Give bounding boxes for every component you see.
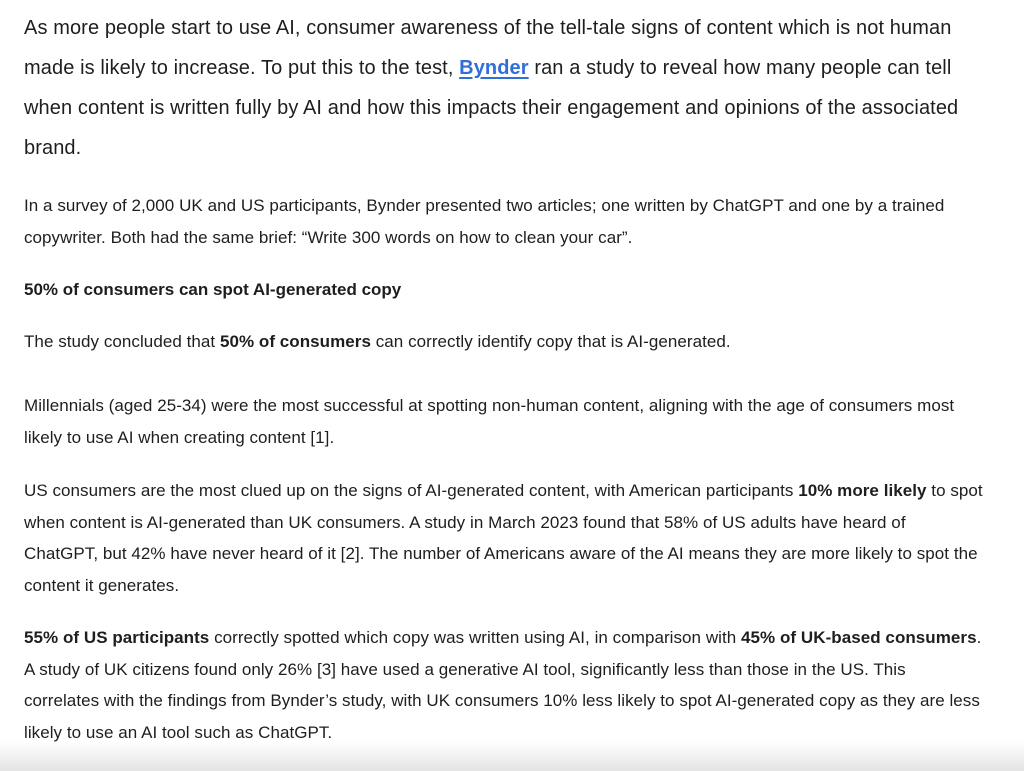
us-paragraph	[24, 475, 984, 601]
millennials-paragraph: Millennials (aged 25-34) were the most successful at spotting non-human content, aligning with the age of consumers most likely to use AI when creating content [1].	[24, 396, 955, 447]
study-text-end: can correctly identify copy that is AI-generated.	[370, 332, 731, 351]
uk-paragraph	[24, 622, 984, 748]
lead-text-end: ran a study to reveal how many people can tell when content is written fully by AI and how this impacts their engagement and opinions of the associated brand.	[24, 57, 959, 159]
study-highlight: 50% of consumers	[219, 332, 371, 351]
us-text-end: to spot when content is AI-generated than UK consumers. A study in March 2023 found that 58% of US adults have heard of ChatGPT, but 42% have never heard of it [2]. The number of Americans aware of the AI means they are more likely to spot the content it generates.	[24, 481, 983, 595]
bynder-link[interactable]: Bynder	[459, 57, 529, 79]
uk-text-middle: correctly spotted which copy was written using AI, in comparison with	[209, 628, 742, 647]
uk-text-end: . A study of UK citizens found only 26% [3] have used a generative AI tool, significantly less than those in the US. This correlates with the findings from Bynder’s study, with UK consumers 10% less likely to spot AI-generated copy as they are less likely to use an AI tool such as ChatGPT.	[24, 628, 982, 742]
survey-paragraph: In a survey of 2,000 UK and US participants, Bynder presented two articles; one written by ChatGPT and one by a trained copywriter. Both had the same brief: “Write 300 words on how to clean your car”.	[24, 196, 945, 247]
us-text-start: US consumers are the most clued up on the signs of AI-generated content, with American participants	[24, 481, 799, 500]
study-paragraph	[24, 326, 984, 358]
uk-highlight-uk: 45% of UK-based consumers	[741, 628, 977, 647]
lead-paragraph	[24, 8, 984, 168]
study-text-start: The study concluded that	[24, 332, 220, 351]
us-highlight: 10% more likely	[798, 481, 927, 500]
section-heading: 50% of consumers can spot AI-generated copy	[24, 280, 402, 299]
uk-highlight-us: 55% of US participants	[24, 628, 210, 647]
lead-text-start: As more people start to use AI, consumer awareness of the tell-tale signs of content which is not human made is likely to increase. To put this to the test,	[24, 17, 952, 79]
bottom-fade	[0, 741, 1024, 771]
